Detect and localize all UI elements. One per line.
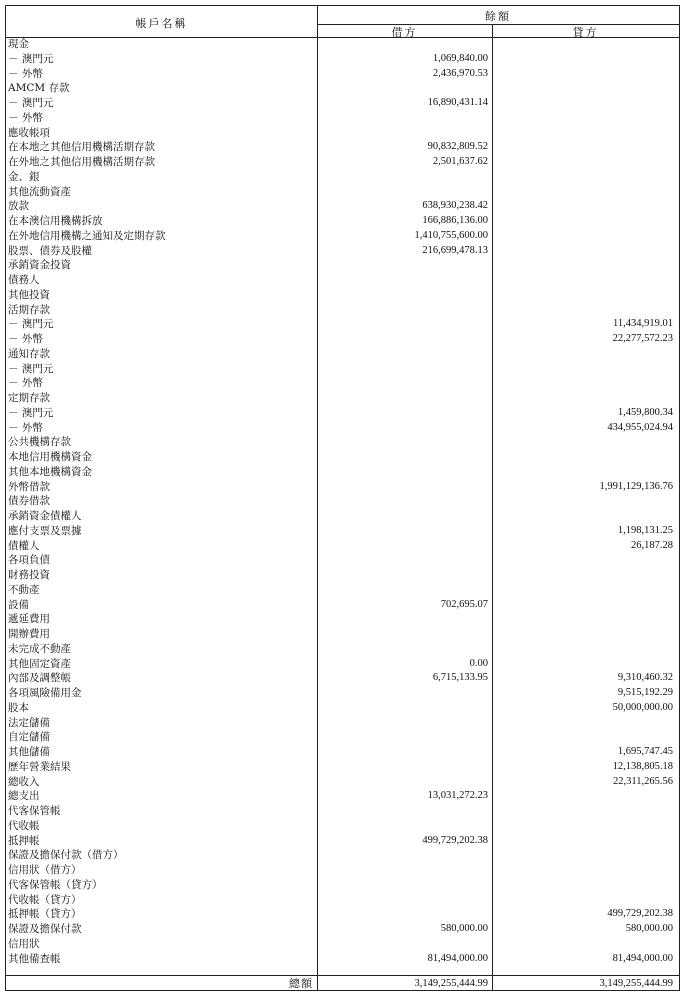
debit-amount: 1,410,755,600.00 xyxy=(414,229,488,241)
account-name: 其他本地機構資金 xyxy=(8,465,92,478)
account-name: 在本澳信用機構拆放 xyxy=(8,215,103,227)
account-name: 應付支票及票據 xyxy=(8,524,82,537)
account-name: 財務投資 xyxy=(8,569,50,581)
account-name: 承銷資金債權人 xyxy=(8,510,82,522)
debit-amount: 0.00 xyxy=(469,657,488,669)
account-name: － 澳門元 xyxy=(8,97,54,109)
account-name: 信用狀（借方） xyxy=(8,864,82,876)
account-name: 法定儲備 xyxy=(8,716,50,729)
account-name: 代客保管帳 xyxy=(8,805,61,817)
account-name: 外幣借款 xyxy=(8,480,50,493)
account-name: 抵押帳 xyxy=(8,834,40,847)
account-name: 債券借款 xyxy=(8,495,50,508)
debit-amount: 6,715,133.95 xyxy=(432,672,488,684)
account-name: 不動產 xyxy=(8,583,40,596)
account-name: 其他投資 xyxy=(8,288,50,301)
total-debit: 3,149,255,444.99 xyxy=(414,978,488,989)
account-name: 各項負債 xyxy=(8,554,50,567)
account-name: － 澳門元 xyxy=(8,406,54,419)
account-name: 在外地之其他信用機構活期存款 xyxy=(8,156,155,168)
account-name: 代收帳 xyxy=(8,819,40,832)
credit-amount: 22,277,572.23 xyxy=(612,333,673,344)
account-name: － 澳門元 xyxy=(8,362,54,375)
credit-amount: 11,434,919.01 xyxy=(613,318,673,330)
account-name: 債務人 xyxy=(8,274,40,286)
account-name: 保證及擔保付款 xyxy=(8,923,82,935)
credit-amount: 1,695,747.45 xyxy=(617,746,673,757)
account-name: － 外幣 xyxy=(8,421,43,434)
account-name: AMCM 存款 xyxy=(8,82,70,95)
header-debit: 借方 xyxy=(391,26,418,39)
account-name: － 澳門元 xyxy=(8,318,54,331)
account-name: 股本 xyxy=(8,701,29,714)
account-name: 總支出 xyxy=(8,790,40,803)
credit-amount: 1,198,131.25 xyxy=(617,524,673,536)
debit-amount: 13,031,272.23 xyxy=(427,790,488,802)
account-name: 其他流動資產 xyxy=(8,185,71,198)
account-name: 承銷資金投資 xyxy=(8,259,71,272)
debit-amount: 1,069,840.00 xyxy=(432,52,488,64)
account-name: 活期存款 xyxy=(8,303,50,316)
account-name: 在本地之其他信用機構活期存款 xyxy=(8,141,155,154)
account-name: 現金 xyxy=(8,38,29,50)
account-name: 金、銀 xyxy=(8,170,40,183)
credit-amount: 22,311,265.56 xyxy=(613,775,673,787)
account-name: 公共機構存款 xyxy=(8,436,71,449)
account-name: － 外幣 xyxy=(8,111,43,124)
total-top-rule xyxy=(6,975,679,976)
credit-amount: 499,729,202.38 xyxy=(607,908,673,920)
credit-amount: 50,000,000.00 xyxy=(612,701,673,713)
account-name: 本地信用機構資金 xyxy=(8,451,92,463)
account-name: － 外幣 xyxy=(8,67,43,80)
account-name: 代客保管帳（貸方） xyxy=(8,878,103,891)
account-name: － 外幣 xyxy=(8,333,43,345)
debit-amount: 638,930,238.42 xyxy=(422,200,488,212)
account-name: 未完成不動產 xyxy=(8,642,71,655)
header-account-name: 帳戶名稱 xyxy=(135,17,188,30)
credit-amount: 26,187.28 xyxy=(631,539,673,551)
credit-amount: 9,310,460.32 xyxy=(617,672,673,684)
account-name: 放款 xyxy=(8,200,29,213)
account-name: 股票、債券及股權 xyxy=(8,244,92,257)
debit-amount: 499,729,202.38 xyxy=(422,834,488,846)
trial-balance-table xyxy=(5,5,680,991)
debit-amount: 81,494,000.00 xyxy=(427,952,488,964)
account-name: 遞延費用 xyxy=(8,613,50,626)
account-name: 其他儲備 xyxy=(8,746,50,758)
account-name: 其他備查帳 xyxy=(8,952,61,965)
debit-amount: 580,000.00 xyxy=(440,923,488,934)
account-name: 開辦費用 xyxy=(8,628,50,640)
account-name: 設備 xyxy=(8,598,29,611)
account-name: 自定儲備 xyxy=(8,731,50,744)
account-name: 債權人 xyxy=(8,539,40,552)
account-name: 應收帳項 xyxy=(8,126,50,139)
total-label: 總額 xyxy=(289,977,313,990)
account-name: 各項風險備用金 xyxy=(8,687,82,699)
account-name: 保證及擔保付款（借方） xyxy=(8,849,124,862)
account-name: 在外地信用機構之通知及定期存款 xyxy=(8,229,166,242)
credit-amount: 434,955,024.94 xyxy=(607,421,673,433)
credit-amount: 12,138,805.18 xyxy=(612,760,673,772)
account-name: 其他固定資產 xyxy=(8,657,71,670)
account-name: 抵押帳（貸方） xyxy=(8,908,82,921)
account-name: 歷年營業結果 xyxy=(8,760,71,773)
account-name: － 澳門元 xyxy=(8,52,54,65)
credit-amount: 81,494,000.00 xyxy=(612,952,673,964)
debit-amount: 2,436,970.53 xyxy=(432,67,488,79)
total-credit: 3,149,255,444.99 xyxy=(599,978,673,989)
account-name: 定期存款 xyxy=(8,392,50,404)
header-credit: 貸方 xyxy=(572,26,599,39)
credit-amount: 1,991,129,136.76 xyxy=(599,480,673,492)
column-divider-debit-credit xyxy=(492,24,493,990)
account-name: － 外幣 xyxy=(8,377,43,390)
credit-amount: 580,000.00 xyxy=(625,923,673,934)
debit-amount: 166,886,136.00 xyxy=(422,215,488,226)
account-name: 總收入 xyxy=(8,775,40,788)
debit-amount: 216,699,478.13 xyxy=(422,244,488,256)
debit-amount: 90,832,809.52 xyxy=(427,141,488,153)
account-name: 通知存款 xyxy=(8,347,50,360)
debit-amount: 16,890,431.14 xyxy=(427,97,488,108)
account-name: 代收帳（貸方） xyxy=(8,893,82,906)
account-name: 內部及調整帳 xyxy=(8,672,71,685)
credit-amount: 1,459,800.34 xyxy=(617,406,673,418)
header-balance: 餘額 xyxy=(485,10,511,23)
credit-amount: 9,515,192.29 xyxy=(617,687,673,698)
debit-amount: 702,695.07 xyxy=(440,598,488,610)
debit-amount: 2,501,637.62 xyxy=(432,156,488,167)
account-name: 信用狀 xyxy=(8,937,40,950)
